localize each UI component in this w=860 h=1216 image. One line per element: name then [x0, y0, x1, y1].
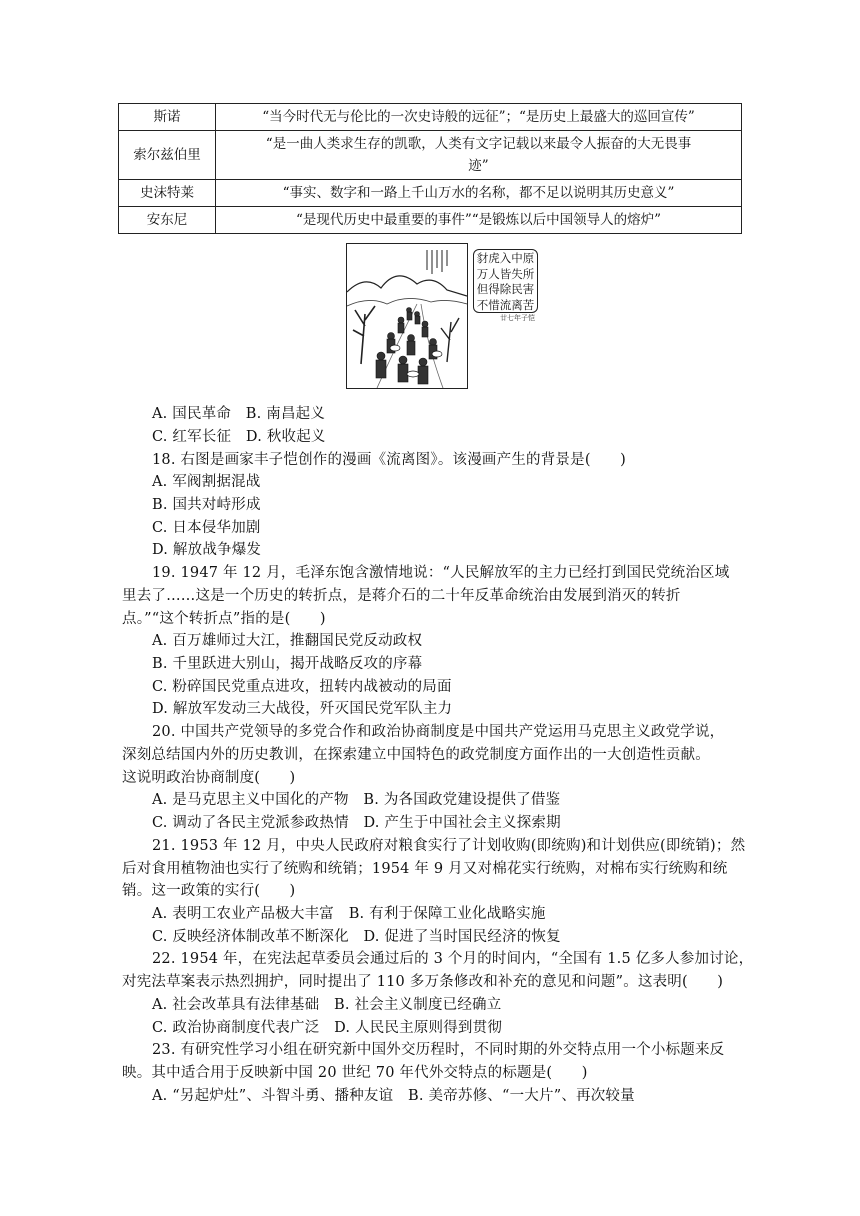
- option-line: C. 粉碎国民党重点进攻，扭转内战被动的局面: [152, 679, 452, 695]
- quote-cell: [216, 131, 742, 180]
- quote-cell: “事实、数字和一路上千山万水的名称，都不足以说明其历史意义”: [216, 180, 742, 207]
- poem-line: 万人皆失所: [476, 266, 535, 281]
- question-stem: 点。”“这个转折点”指的是( ): [122, 611, 326, 627]
- poem-line: 豺虎入中原: [476, 251, 535, 265]
- quote-cell: “当今时代无与伦比的一次史诗般的远征”；“是历史上最盛大的巡回宣传”: [216, 104, 742, 131]
- option-line: A. 是马克思主义中国化的产物 B. 为各国政党建设提供了借鉴: [152, 792, 561, 808]
- refugee-cartoon: [346, 243, 546, 391]
- question-stem: 23. 有研究性学习小组在研究新中国外交历程时，不同时期的外交特点用一个小标题来反: [152, 1042, 725, 1058]
- option-line: C. 反映经济体制改革不断深化 D. 促进了当时国民经济的恢复: [152, 929, 561, 945]
- question-stem: 里去了……这是一个历史的转折点，是蒋介石的二十年反革命统治由发展到消灭的转折: [122, 588, 681, 604]
- table-row: [119, 131, 742, 180]
- person-name: 索尔兹伯里: [119, 131, 216, 180]
- option-line: A. 军阀割据混战: [152, 474, 261, 490]
- question-stem: 销。这一政策的实行( ): [122, 883, 296, 899]
- quote-table: [118, 103, 742, 234]
- table-row: [119, 180, 742, 207]
- question-stem: 映。其中适合用于反映新中国 20 世纪 70 年代外交特点的标题是( ): [122, 1065, 588, 1081]
- cartoon-poem: [473, 249, 538, 313]
- artist-signature: 廿七年子恺: [500, 314, 535, 322]
- option-line: C. 日本侵华加剧: [152, 520, 261, 536]
- question-stem: 20. 中国共产党领导的多党合作和政治协商制度是中国共产党运用马克思主义政党学说，: [152, 724, 725, 740]
- quote-line: “是一曲人类求生存的凯歌，人类有文字记载以来最令人振奋的大无畏事: [265, 136, 692, 152]
- question-stem: 深刻总结国内外的历史教训，在探索建立中国特色的政党制度方面作出的一大创造性贡献。: [122, 747, 710, 763]
- question-stem: 后对食用植物油也实行了统购和统销；1954 年 9 月又对棉花实行统购，对棉布实行统购和统: [122, 861, 728, 877]
- person-name: 斯诺: [119, 104, 216, 131]
- question-stem: 22. 1954 年，在宪法起草委员会通过后的 3 个月的时间内，“全国有 1.5 亿多人参加讨论，: [152, 951, 754, 967]
- poem-line: 但得除民害: [476, 282, 535, 296]
- option-line: C. 调动了各民主党派参政热情 D. 产生于中国社会主义探索期: [152, 815, 561, 831]
- option-line: B. 千里跃进大别山，揭开战略反攻的序幕: [152, 656, 423, 672]
- option-line: A. 表明工农业产品极大丰富 B. 有利于保障工业化战略实施: [152, 906, 546, 922]
- quote-line: 迹”: [468, 158, 489, 174]
- table-row: [119, 104, 742, 131]
- option-line: C. 红军长征 D. 秋收起义: [152, 429, 326, 445]
- option-line: A. 国民革命 B. 南昌起义: [152, 406, 326, 422]
- quote-cell: “是现代历史中最重要的事件”“是锻炼以后中国领导人的熔炉”: [216, 207, 742, 234]
- question-stem: 这说明政治协商制度( ): [122, 770, 296, 786]
- option-line: A. 百万雄师过大江，推翻国民党反动政权: [152, 633, 423, 649]
- poem-line: 不惜流离苦: [476, 297, 535, 312]
- option-line: D. 解放战争爆发: [152, 542, 262, 558]
- person-name: 安东尼: [119, 207, 216, 234]
- question-stem: 18. 右图是画家丰子恺创作的漫画《流离图》。该漫画产生的背景是( ): [152, 452, 626, 468]
- question-stem: 对宪法草案表示热烈拥护，同时提出了 110 多万条修改和补充的意见和问题”。这表明( ): [122, 974, 724, 990]
- cartoon-illustration: [347, 244, 467, 388]
- option-line: C. 政治协商制度代表广泛 D. 人民民主原则得到贯彻: [152, 1020, 503, 1036]
- question-stem: 21. 1953 年 12 月，中央人民政府对粮食实行了计划收购(即统购)和计划供应(即统销)；然: [152, 838, 746, 854]
- cartoon-drawing: [346, 243, 468, 389]
- table-row: [119, 207, 742, 234]
- person-name: 史沫特莱: [119, 180, 216, 207]
- option-line: A. 社会改革具有法律基础 B. 社会主义制度已经确立: [152, 997, 502, 1013]
- option-line: A. “另起炉灶”、斗智斗勇、播种友谊 B. 美帝苏修、“一大片”、再次较量: [152, 1088, 635, 1104]
- option-line: B. 国共对峙形成: [152, 497, 261, 513]
- question-stem: 19. 1947 年 12 月，毛泽东饱含激情地说：“人民解放军的主力已经打到国民党统治区域: [152, 565, 730, 581]
- option-line: D. 解放军发动三大战役，歼灭国民党军队主力: [152, 701, 453, 717]
